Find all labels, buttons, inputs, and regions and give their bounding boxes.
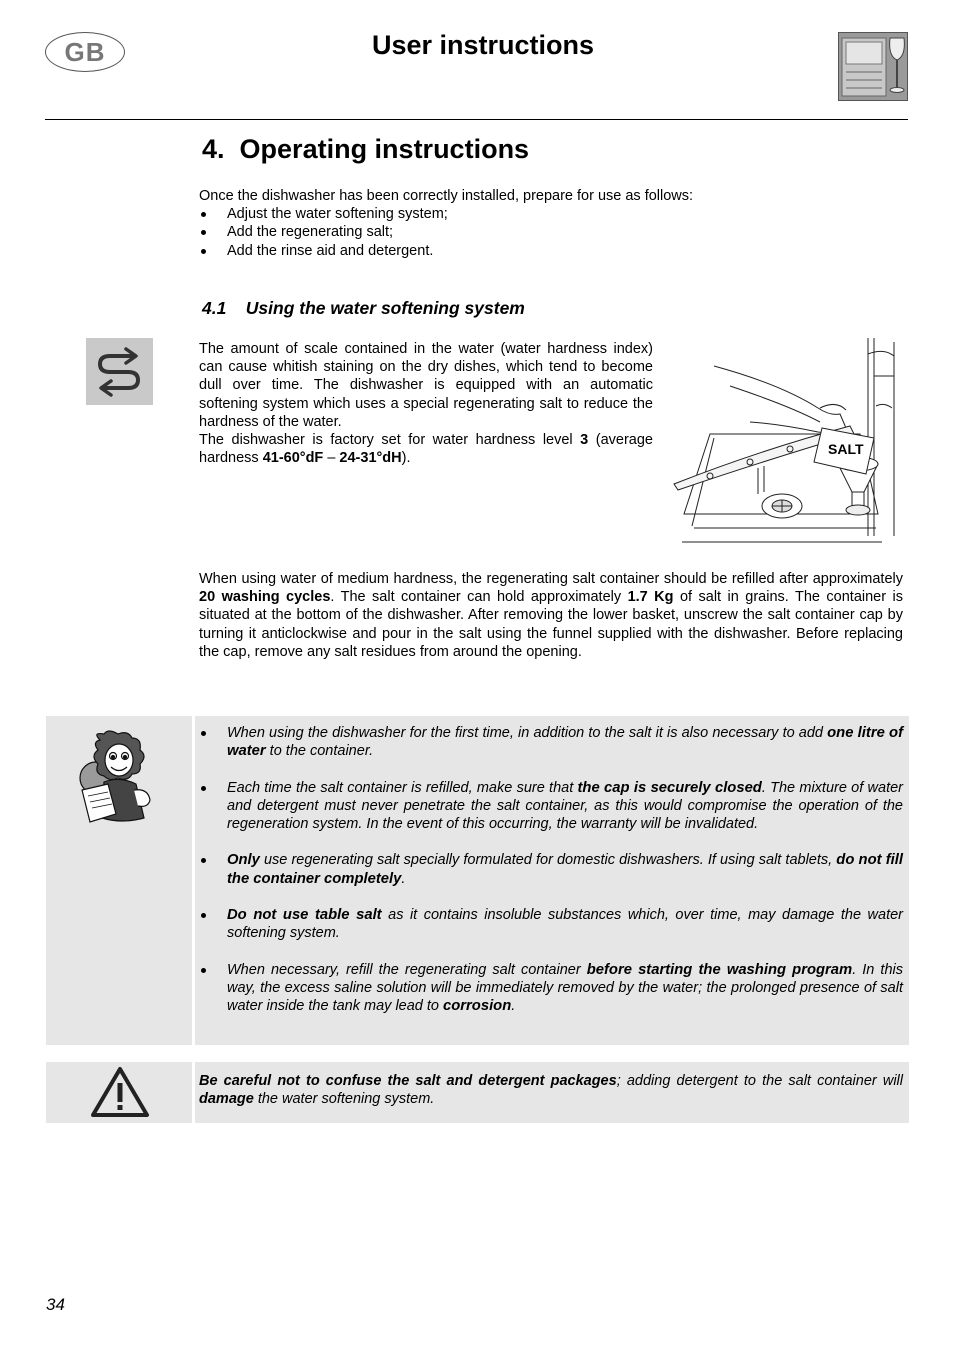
section-title: 4. Operating instructions [202,134,530,164]
warning-triangle-icon [90,1066,150,1118]
list-item: Add the rinse aid and detergent. [199,242,899,260]
intro-block [199,187,899,260]
list-item: When necessary, refill the regenerating salt container before starting the washing program. In this way, the excess saline solution will be immediately removed by the water; the prolonged presence of salt water inside the tank may lead to corrosion. [199,961,903,1016]
dishwasher-glass-icon [838,32,908,101]
salt-filling-illustration [670,336,900,544]
salt-container-paragraph: When using water of medium hardness, the regenerating salt container should be refilled after approximately 20 washing cycles. The salt container can hold approximately 1.7 Kg of salt in grains. The container is situated at the bottom of the dishwasher. After removing the lower basket, unscrew the salt container cap by turning it anticlockwise and pour in the salt using the funnel supplied with the dishwasher. Before replacing the cap, remove any salt residues from around the opening. [199,571,903,660]
softening-description [199,340,653,467]
cartoon-woman-reading-icon [78,730,160,826]
list-item: Each time the salt container is refilled, make sure that the cap is securely closed. The mixture of water and detergent must never penetrate the salt container, as this would compromise the operation of the regeneration system. In the event of this occurring, the warranty will be invalidated. [199,779,903,834]
page-number: 34 [46,1295,65,1314]
tips-icon-panel [46,716,192,1045]
subsection-title: 4.1 Using the water softening system [202,298,525,318]
list-item: Only use regenerating salt specially formulated for domestic dishwashers. If using salt tablets, do not fill the container completely. [199,851,903,887]
hardness-df: 41-60°dF [262,450,324,467]
washing-cycles: 20 washing cycles [199,589,331,606]
softening-paragraph: The amount of scale contained in the water (water hardness index) can cause whitish staining on the dry dishes, which tend to become dull over time. The dishwasher is equipped with an automatic softening system which uses a special regenerating salt to reduce the hardness of the water. [199,341,653,430]
salt-package-label: SALT [828,441,864,457]
list-item: When using the dishwasher for the first time, in addition to the salt it is also necessary to add one litre of water to the container. [199,724,903,760]
hardness-dh: 24-31°dH [339,450,402,467]
preparation-steps-list [199,205,899,260]
warning-icon-panel [46,1062,192,1123]
warning-text: Be careful not to confuse the salt and detergent packages; adding detergent to the salt container will damage the water softening system. [199,1073,903,1108]
list-item: Do not use table salt as it contains insoluble substances which, over time, may damage the water softening system. [199,906,903,942]
language-badge: GB [45,32,125,72]
list-item: Add the regenerating salt; [199,223,899,241]
header-divider [45,119,908,120]
factory-setting-paragraph: The dishwasher is factory set for water hardness level 3 (average hardness 41-60°dF – 24-31°dH). [199,432,653,467]
list-item: Adjust the water softening system; [199,205,899,223]
salt-tips-list [199,724,903,1033]
intro-text: Once the dishwasher has been correctly installed, prepare for use as follows: [199,188,694,204]
page-header-title: User instructions [371,30,595,60]
salt-capacity: 1.7 Kg [627,589,674,606]
water-softener-icon [86,338,153,405]
hardness-level: 3 [580,432,589,449]
